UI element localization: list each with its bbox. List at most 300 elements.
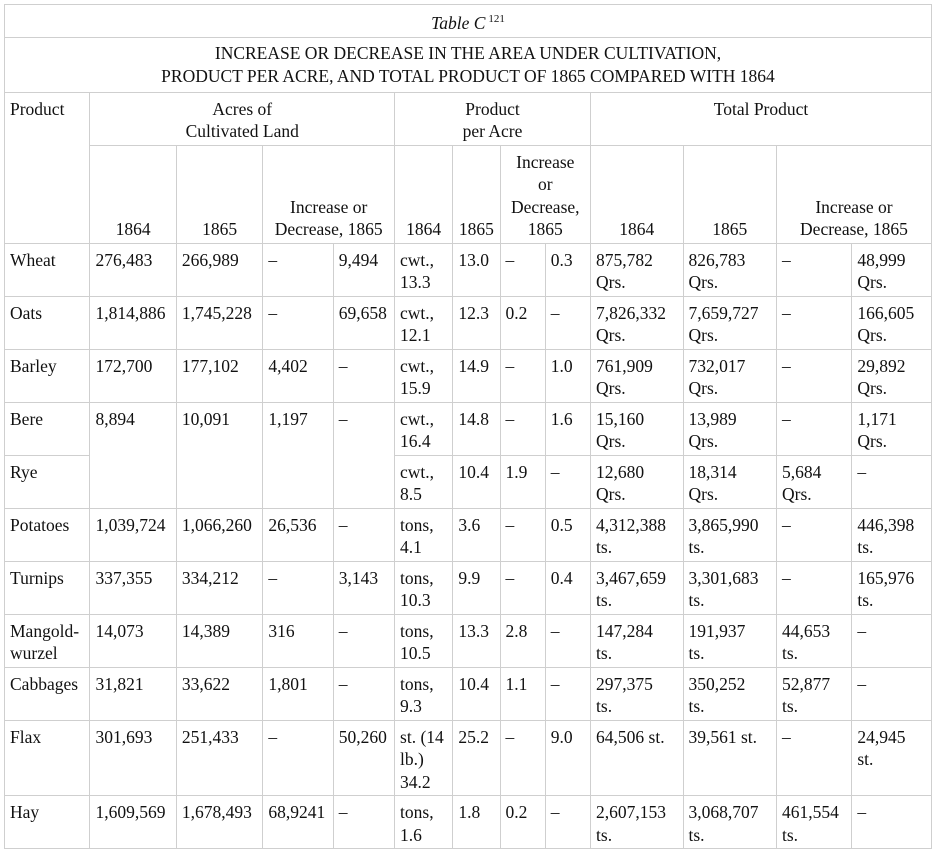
acres-decrease-cell bbox=[333, 349, 394, 402]
total-increase-cell-line: 44,653 bbox=[781, 620, 831, 641]
total-increase-cell bbox=[776, 508, 851, 561]
acres-increase-cell-value: – bbox=[268, 249, 278, 270]
header-total-label: Total Product bbox=[713, 98, 809, 119]
total-increase-cell bbox=[776, 296, 851, 349]
year-label: 1865 bbox=[458, 219, 494, 239]
acres-increase-cell bbox=[263, 508, 333, 561]
ppa-1864-cell-line: 9.3 bbox=[400, 696, 422, 716]
total-increase-cell bbox=[776, 720, 851, 796]
acres-increase-cell-value: 68,9241 bbox=[268, 802, 326, 822]
acres-1864-cell bbox=[90, 561, 176, 614]
total-increase-cell bbox=[776, 455, 851, 508]
total-increase-cell-line: 5,684 bbox=[781, 461, 822, 482]
product-cell bbox=[5, 296, 90, 349]
acres-1864-cell bbox=[90, 667, 176, 720]
ppa-decrease-cell bbox=[545, 614, 590, 667]
ppa-decrease-cell-value: 0.4 bbox=[550, 567, 573, 588]
acres-increase-cell-value: – bbox=[268, 567, 278, 588]
acres-increase-cell bbox=[263, 667, 333, 720]
product-cell-line: Flax bbox=[10, 726, 42, 747]
ppa-1864-cell-line: tons, bbox=[400, 620, 434, 641]
ppa-decrease-cell-value: – bbox=[550, 673, 560, 694]
table-body bbox=[5, 243, 932, 849]
total-1864-cell bbox=[591, 508, 683, 561]
total-1865-cell-line: 191,937 bbox=[688, 620, 746, 641]
total-1864-cell-line: 64,506 st. bbox=[596, 726, 665, 747]
acres-1864-cell-value: 31,821 bbox=[95, 673, 144, 694]
header-total-product bbox=[591, 92, 932, 145]
table-row bbox=[5, 243, 932, 296]
total-decrease-cell-line: 166,605 bbox=[857, 302, 915, 323]
total-decrease-cell-line: Qrs. bbox=[857, 325, 888, 345]
total-decrease-cell bbox=[852, 796, 932, 849]
ppa-increase-cell-value: – bbox=[505, 726, 515, 747]
total-decrease-cell bbox=[852, 667, 932, 720]
acres-1865-cell bbox=[176, 720, 262, 796]
acres-1865-cell-value: 1,066,260 bbox=[181, 514, 252, 535]
ppa-decrease-cell-value: – bbox=[550, 461, 560, 482]
acres-1864-cell bbox=[90, 508, 176, 561]
acres-1864-cell-value: 1,039,724 bbox=[95, 514, 166, 535]
total-1864-cell bbox=[591, 561, 683, 614]
year-label: 1864 bbox=[406, 219, 442, 239]
total-1864-cell bbox=[591, 296, 683, 349]
header-acres-1864 bbox=[90, 145, 176, 243]
acres-decrease-cell bbox=[333, 796, 394, 849]
product-cell bbox=[5, 614, 90, 667]
header-product-label: Product bbox=[10, 98, 65, 119]
total-decrease-cell-line: Qrs. bbox=[857, 272, 888, 292]
header-ppa-1865 bbox=[453, 145, 500, 243]
total-1865-cell-line: 39,561 st. bbox=[688, 726, 758, 747]
ppa-increase-cell bbox=[500, 614, 545, 667]
ppa-1865-cell-value: 12.3 bbox=[458, 302, 489, 323]
total-decrease-cell-line: 48,999 bbox=[857, 249, 906, 270]
total-increase-cell-line: – bbox=[781, 355, 791, 376]
table-row bbox=[5, 508, 932, 561]
total-increase-cell bbox=[776, 796, 851, 849]
acres-1865-cell bbox=[176, 667, 262, 720]
table-row bbox=[5, 561, 932, 614]
total-1865-cell bbox=[683, 508, 776, 561]
ppa-1864-cell-line: 12.1 bbox=[400, 325, 431, 345]
total-decrease-cell-line: – bbox=[857, 461, 867, 482]
ppa-1864-cell-line: cwt., bbox=[400, 355, 435, 376]
product-cell-line: Oats bbox=[10, 302, 43, 323]
ppa-1864-cell bbox=[395, 296, 453, 349]
ppa-decrease-cell-value: – bbox=[550, 302, 560, 323]
acres-1865-cell bbox=[176, 508, 262, 561]
acres-1865-cell-value: 33,622 bbox=[181, 673, 231, 694]
ppa-1864-cell-line: 15.9 bbox=[400, 378, 431, 398]
acres-increase-cell-value: 316 bbox=[268, 620, 295, 641]
ppa-1864-cell-line: 8.5 bbox=[400, 484, 422, 504]
acres-increase-cell bbox=[263, 614, 333, 667]
product-cell-line: Wheat bbox=[10, 249, 56, 270]
acres-increase-cell bbox=[263, 796, 333, 849]
ppa-increase-cell-value: 2.8 bbox=[505, 620, 528, 641]
acres-1864-cell bbox=[90, 796, 176, 849]
title-line-2: PRODUCT PER ACRE, AND TOTAL PRODUCT OF 1865 COMPARED WITH 1864 bbox=[161, 65, 775, 86]
ppa-1864-cell-line: 10.5 bbox=[400, 643, 431, 663]
ppa-1864-cell-line: 13.3 bbox=[400, 272, 431, 292]
acres-1865-cell bbox=[176, 243, 262, 296]
acres-1864-cell-value: 8,894 bbox=[95, 408, 135, 429]
total-1865-cell bbox=[683, 720, 776, 796]
ppa-increase-cell bbox=[500, 243, 545, 296]
total-decrease-cell bbox=[852, 561, 932, 614]
total-1864-cell-line: Qrs. bbox=[596, 484, 626, 504]
total-1865-cell-line: Qrs. bbox=[688, 378, 719, 398]
total-1864-cell-line: 12,680 bbox=[596, 461, 645, 482]
total-1865-cell-line: 350,252 bbox=[688, 673, 746, 694]
header-acres-1865 bbox=[176, 145, 262, 243]
total-increase-cell bbox=[776, 667, 851, 720]
ppa-1864-cell bbox=[395, 243, 453, 296]
total-1864-cell-line: ts. bbox=[596, 696, 613, 716]
total-decrease-cell-line: 446,398 bbox=[857, 514, 915, 535]
ppa-1864-cell-line: tons, bbox=[400, 673, 434, 694]
ppa-incdec-line-2: or bbox=[537, 174, 553, 194]
ppa-increase-cell-value: 0.2 bbox=[505, 802, 528, 822]
acres-1865-cell-value: 266,989 bbox=[181, 249, 239, 270]
product-cell bbox=[5, 720, 90, 796]
year-label: 1864 bbox=[619, 219, 655, 239]
total-1864-cell-line: 4,312,388 bbox=[596, 514, 667, 535]
total-1865-cell bbox=[683, 243, 776, 296]
header-total-incdec bbox=[776, 145, 931, 243]
total-decrease-cell bbox=[852, 349, 932, 402]
ppa-1864-cell bbox=[395, 614, 453, 667]
total-1865-cell bbox=[683, 614, 776, 667]
acres-decrease-cell bbox=[333, 614, 394, 667]
total-1865-cell-line: ts. bbox=[688, 537, 705, 557]
acres-increase-cell-value: – bbox=[268, 726, 278, 747]
product-cell bbox=[5, 349, 90, 402]
total-increase-cell bbox=[776, 561, 851, 614]
ppa-1864-cell-line: 1.6 bbox=[400, 824, 422, 845]
header-acres-line-1: Acres of bbox=[212, 98, 273, 119]
ppa-1865-cell bbox=[453, 402, 500, 455]
acres-1865-cell-value: 14,389 bbox=[181, 620, 231, 641]
table-container bbox=[4, 4, 932, 849]
ppa-decrease-cell bbox=[545, 508, 590, 561]
total-increase-cell-line: 52,877 bbox=[781, 673, 831, 694]
total-increase-cell bbox=[776, 349, 851, 402]
ppa-1865-cell-value: 13.0 bbox=[458, 249, 489, 270]
header-ppa-incdec bbox=[500, 145, 590, 243]
ppa-decrease-cell-value: 1.6 bbox=[550, 408, 573, 429]
total-decrease-cell bbox=[852, 455, 932, 508]
product-cell bbox=[5, 796, 90, 849]
total-1864-cell-line: 761,909 bbox=[596, 355, 653, 376]
total-1864-cell-line: 2,607,153 bbox=[596, 802, 667, 822]
total-1864-cell-line: 147,284 bbox=[596, 620, 653, 641]
total-decrease-cell-line: 165,976 bbox=[857, 567, 915, 588]
acres-decrease-cell bbox=[333, 720, 394, 796]
ppa-1865-cell-value: 10.4 bbox=[458, 461, 489, 482]
acres-1864-cell-value: 1,814,886 bbox=[95, 302, 166, 323]
total-decrease-cell-line: – bbox=[857, 802, 867, 822]
total-decrease-cell bbox=[852, 296, 932, 349]
caption-footnote-marker: 121 bbox=[488, 13, 505, 25]
table-row bbox=[5, 796, 932, 849]
ppa-increase-cell-value: 0.2 bbox=[505, 302, 528, 323]
ppa-1864-cell-line: cwt., bbox=[400, 249, 435, 270]
incdec-line-1: Increase or bbox=[815, 196, 893, 217]
incdec-line-2: Decrease, 1865 bbox=[800, 219, 908, 239]
acres-1865-cell bbox=[176, 561, 262, 614]
total-increase-cell-line: – bbox=[781, 567, 791, 588]
total-increase-cell bbox=[776, 402, 851, 455]
ppa-1864-cell bbox=[395, 720, 453, 796]
acres-1864-cell-value: 1,609,569 bbox=[95, 802, 166, 822]
total-1865-cell-line: Qrs. bbox=[688, 431, 719, 451]
ppa-1865-cell-value: 14.8 bbox=[458, 408, 489, 429]
table-row bbox=[5, 720, 932, 796]
total-decrease-cell-line: ts. bbox=[857, 590, 874, 610]
acres-increase-cell bbox=[263, 402, 333, 508]
total-1864-cell bbox=[591, 402, 683, 455]
acres-1864-cell bbox=[90, 243, 176, 296]
table-title bbox=[5, 37, 932, 92]
total-increase-cell-line: Qrs. bbox=[781, 484, 812, 504]
ppa-1865-cell-value: 25.2 bbox=[458, 726, 489, 747]
acres-1864-cell-value: 14,073 bbox=[95, 620, 144, 641]
acres-1864-cell-value: 172,700 bbox=[95, 355, 153, 376]
product-cell bbox=[5, 402, 90, 455]
total-decrease-cell-line: 24,945 bbox=[857, 726, 906, 747]
ppa-incdec-line-3: Decrease, bbox=[511, 196, 580, 217]
ppa-increase-cell-value: – bbox=[505, 408, 515, 429]
caption-row bbox=[5, 5, 932, 38]
total-1865-cell-line: ts. bbox=[688, 590, 705, 610]
ppa-increase-cell bbox=[500, 349, 545, 402]
ppa-decrease-cell bbox=[545, 796, 590, 849]
product-cell bbox=[5, 455, 90, 508]
ppa-decrease-cell bbox=[545, 296, 590, 349]
header-acres-incdec bbox=[263, 145, 395, 243]
product-cell bbox=[5, 508, 90, 561]
ppa-increase-cell-value: – bbox=[505, 567, 515, 588]
acres-1865-cell bbox=[176, 402, 262, 508]
acres-1864-cell bbox=[90, 720, 176, 796]
total-decrease-cell bbox=[852, 243, 932, 296]
acres-increase-cell-value: 4,402 bbox=[268, 355, 308, 376]
ppa-1865-cell-value: 13.3 bbox=[458, 620, 489, 641]
total-increase-cell-line: 461,554 bbox=[781, 802, 839, 822]
product-cell-line: Turnips bbox=[10, 567, 64, 588]
ppa-1865-cell bbox=[453, 561, 500, 614]
acres-1864-cell bbox=[90, 296, 176, 349]
ppa-increase-cell-value: – bbox=[505, 355, 515, 376]
total-1865-cell-line: Qrs. bbox=[688, 272, 719, 292]
total-1865-cell-line: ts. bbox=[688, 824, 705, 845]
ppa-increase-cell bbox=[500, 508, 545, 561]
ppa-increase-cell-value: – bbox=[505, 514, 515, 535]
ppa-1864-cell-line: cwt., bbox=[400, 302, 435, 323]
ppa-decrease-cell bbox=[545, 720, 590, 796]
incdec-line-1: Increase or bbox=[290, 196, 368, 217]
acres-1865-cell-value: 1,745,228 bbox=[181, 302, 252, 323]
total-increase-cell-line: – bbox=[781, 726, 791, 747]
acres-decrease-cell bbox=[333, 508, 394, 561]
product-cell bbox=[5, 667, 90, 720]
acres-decrease-cell-value: – bbox=[338, 408, 348, 429]
product-cell-line: Barley bbox=[10, 355, 57, 376]
acres-1864-cell bbox=[90, 614, 176, 667]
acres-decrease-cell-value: – bbox=[338, 514, 348, 535]
total-1865-cell-line: Qrs. bbox=[688, 484, 719, 504]
total-increase-cell-line: ts. bbox=[781, 643, 799, 663]
total-1864-cell-line: Qrs. bbox=[596, 378, 626, 398]
total-1865-cell bbox=[683, 796, 776, 849]
total-1864-cell bbox=[591, 455, 683, 508]
total-decrease-cell bbox=[852, 508, 932, 561]
ppa-decrease-cell-value: – bbox=[550, 802, 560, 822]
ppa-1864-cell bbox=[395, 349, 453, 402]
total-1865-cell-line: 3,068,707 bbox=[688, 802, 759, 822]
acres-decrease-cell-value: 3,143 bbox=[338, 567, 379, 588]
ppa-1865-cell-value: 10.4 bbox=[458, 673, 489, 694]
total-increase-cell-line: – bbox=[781, 514, 791, 535]
ppa-1865-cell bbox=[453, 455, 500, 508]
ppa-decrease-cell-value: 9.0 bbox=[550, 726, 573, 747]
ppa-1865-cell bbox=[453, 796, 500, 849]
total-1865-cell-line: 13,989 bbox=[688, 408, 737, 429]
acres-1864-cell-value: 337,355 bbox=[95, 567, 153, 588]
ppa-decrease-cell-value: 0.3 bbox=[550, 249, 573, 270]
acres-increase-cell-value: 1,197 bbox=[268, 408, 308, 429]
ppa-decrease-cell bbox=[545, 667, 590, 720]
ppa-decrease-cell bbox=[545, 455, 590, 508]
acres-increase-cell-value: 26,536 bbox=[268, 514, 317, 535]
header-product bbox=[5, 92, 90, 243]
total-1864-cell bbox=[591, 614, 683, 667]
acres-decrease-cell bbox=[333, 243, 394, 296]
ppa-1864-cell-line: tons, bbox=[400, 514, 434, 535]
total-1865-cell-line: 732,017 bbox=[688, 355, 746, 376]
ppa-increase-cell bbox=[500, 667, 545, 720]
ppa-1864-cell-line: cwt., bbox=[400, 461, 435, 482]
table-caption bbox=[5, 5, 932, 38]
total-1865-cell bbox=[683, 667, 776, 720]
total-decrease-cell-line: Qrs. bbox=[857, 378, 888, 398]
total-1864-cell-line: ts. bbox=[596, 643, 613, 663]
ppa-1865-cell bbox=[453, 296, 500, 349]
total-1865-cell-line: ts. bbox=[688, 643, 705, 663]
ppa-increase-cell bbox=[500, 455, 545, 508]
year-label: 1864 bbox=[115, 219, 151, 239]
header-total-1864 bbox=[591, 145, 683, 243]
header-acres bbox=[90, 92, 395, 145]
acres-1865-cell bbox=[176, 349, 262, 402]
ppa-1865-cell-value: 9.9 bbox=[458, 567, 481, 588]
acres-decrease-cell-value: 50,260 bbox=[338, 726, 387, 747]
acres-1865-cell bbox=[176, 296, 262, 349]
total-decrease-cell bbox=[852, 720, 932, 796]
product-cell-line: wurzel bbox=[10, 643, 58, 663]
total-decrease-cell-line: 1,171 bbox=[857, 408, 897, 429]
total-1864-cell-line: Qrs. bbox=[596, 325, 626, 345]
acres-decrease-cell-value: – bbox=[338, 355, 348, 376]
header-row-1 bbox=[5, 92, 932, 145]
header-row-2 bbox=[5, 145, 932, 243]
header-ppa-1864 bbox=[395, 145, 453, 243]
ppa-1864-cell bbox=[395, 561, 453, 614]
acres-1864-cell bbox=[90, 402, 176, 508]
ppa-1865-cell bbox=[453, 614, 500, 667]
total-decrease-cell bbox=[852, 402, 932, 455]
ppa-1864-cell bbox=[395, 402, 453, 455]
acres-decrease-cell bbox=[333, 667, 394, 720]
acres-decrease-cell-value: 69,658 bbox=[338, 302, 387, 323]
total-1865-cell-line: 3,301,683 bbox=[688, 567, 759, 588]
year-label: 1865 bbox=[712, 219, 748, 239]
acres-increase-cell-value: 1,801 bbox=[268, 673, 308, 694]
ppa-increase-cell-value: – bbox=[505, 249, 515, 270]
total-1865-cell-line: ts. bbox=[688, 696, 705, 716]
acres-decrease-cell bbox=[333, 296, 394, 349]
total-1864-cell-line: ts. bbox=[596, 824, 613, 845]
ppa-1864-cell-line: tons, bbox=[400, 567, 434, 588]
ppa-1864-cell-line: cwt., bbox=[400, 408, 435, 429]
caption-text: Table C bbox=[431, 13, 486, 33]
ppa-1864-cell-line: 10.3 bbox=[400, 590, 431, 610]
ppa-1865-cell-value: 14.9 bbox=[458, 355, 489, 376]
table-row bbox=[5, 614, 932, 667]
total-1864-cell-line: Qrs. bbox=[596, 431, 626, 451]
acres-decrease-cell-value: – bbox=[338, 802, 348, 822]
total-increase-cell-line: – bbox=[781, 249, 791, 270]
header-total-1865 bbox=[683, 145, 776, 243]
total-1865-cell bbox=[683, 561, 776, 614]
total-1864-cell-line: 875,782 bbox=[596, 249, 653, 270]
ppa-1865-cell-value: 1.8 bbox=[458, 802, 481, 822]
ppa-increase-cell bbox=[500, 561, 545, 614]
total-1865-cell bbox=[683, 349, 776, 402]
acres-increase-cell bbox=[263, 243, 333, 296]
total-1864-cell bbox=[591, 796, 683, 849]
title-line-1: INCREASE OR DECREASE IN THE AREA UNDER CULTIVATION, bbox=[214, 42, 722, 63]
ppa-decrease-cell-value: 1.0 bbox=[550, 355, 573, 376]
total-1864-cell-line: 297,375 bbox=[596, 673, 653, 694]
ppa-increase-cell bbox=[500, 796, 545, 849]
incdec-line-2: Decrease, 1865 bbox=[274, 219, 383, 239]
total-decrease-cell-line: Qrs. bbox=[857, 431, 888, 451]
total-1864-cell bbox=[591, 667, 683, 720]
total-increase-cell-line: – bbox=[781, 408, 791, 429]
table-row bbox=[5, 667, 932, 720]
table-row bbox=[5, 349, 932, 402]
acres-increase-cell bbox=[263, 720, 333, 796]
acres-increase-cell bbox=[263, 296, 333, 349]
total-decrease-cell-line: ts. bbox=[857, 537, 874, 557]
ppa-increase-cell bbox=[500, 720, 545, 796]
acres-decrease-cell bbox=[333, 561, 394, 614]
ppa-decrease-cell bbox=[545, 349, 590, 402]
ppa-incdec-line-4: 1865 bbox=[527, 219, 563, 239]
header-ppa-line-1: Product bbox=[465, 98, 520, 119]
ppa-1864-cell bbox=[395, 667, 453, 720]
acres-decrease-cell-value: 9,494 bbox=[338, 249, 379, 270]
ppa-1864-cell bbox=[395, 508, 453, 561]
product-cell-line: Cabbages bbox=[10, 673, 79, 694]
ppa-increase-cell-value: 1.1 bbox=[505, 673, 528, 694]
ppa-1864-cell-line: 4.1 bbox=[400, 537, 422, 557]
total-decrease-cell-line: 29,892 bbox=[857, 355, 906, 376]
title-row bbox=[5, 37, 932, 92]
